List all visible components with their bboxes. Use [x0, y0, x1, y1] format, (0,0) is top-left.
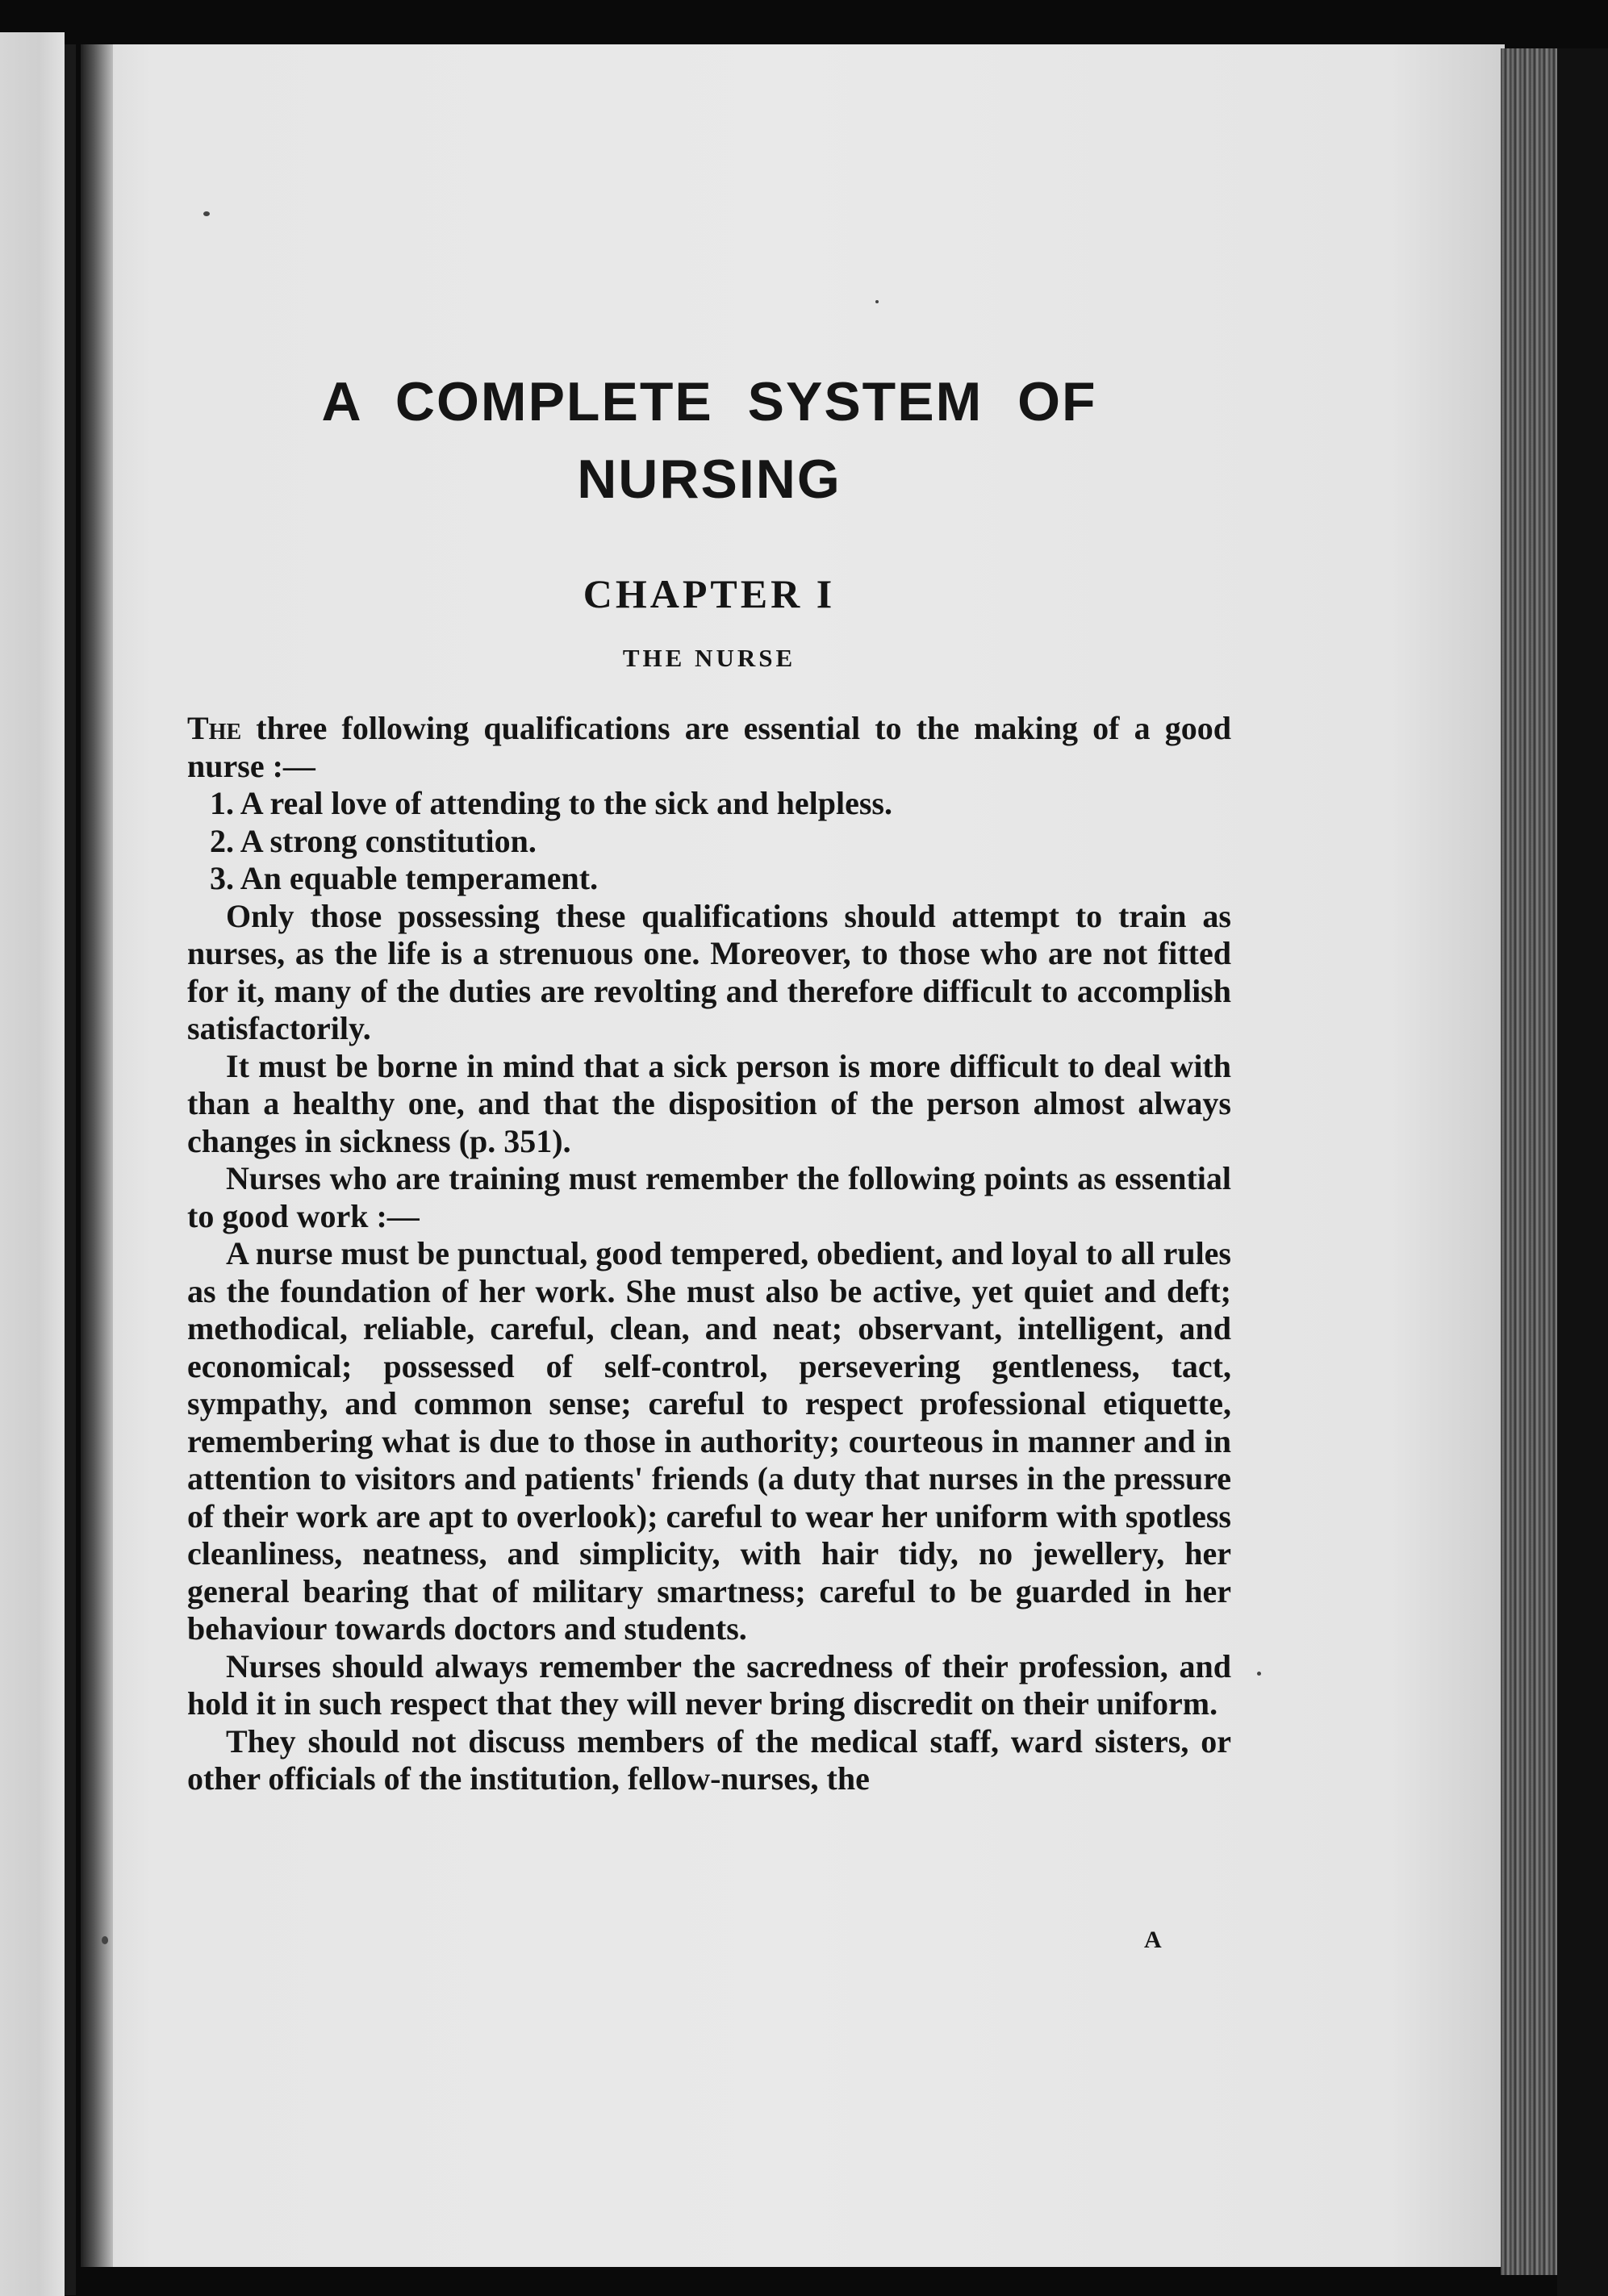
scan-speck — [102, 1936, 108, 1944]
book-title — [187, 363, 1231, 518]
scan-border-right — [1557, 48, 1608, 2296]
intro-paragraph — [187, 710, 1231, 785]
drop-word: The — [187, 710, 242, 746]
book-title-line-2: NURSING — [577, 449, 842, 510]
paragraph: Nurses who are training must remember the following points as essential to good work :— — [187, 1160, 1231, 1234]
scan-speck — [203, 211, 210, 216]
chapter-title: THE NURSE — [622, 644, 796, 672]
page-content — [187, 363, 1231, 1798]
intro-text: three following qualifications are essential to the making of a good nurse :— — [187, 710, 1231, 784]
left-page-edge — [0, 32, 65, 2296]
chapter-heading: CHAPTER I — [583, 571, 836, 616]
signature-mark: A — [1144, 1927, 1162, 1953]
qualification-item: 1. A real love of attending to the sick and helpless. — [210, 785, 892, 821]
scan-speck — [1257, 1672, 1261, 1676]
page-stack-edge — [1501, 48, 1557, 2275]
body-text — [187, 710, 1231, 1798]
book-title-line-1: A COMPLETE SYSTEM OF — [321, 371, 1097, 432]
page-gutter-shadow — [81, 44, 113, 2267]
paragraph: Nurses should always remember the sacredness of their profession, and hold it in such respect that they will never bring discredit on their uniform. — [187, 1647, 1231, 1722]
paragraph: A nurse must be punctual, good tempered, obedient, and loyal to all rules as the foundation of her work. She must also be active, yet quiet and deft; methodical, reliable, careful, clean, and neat; observant, intelligent, and economical; possessed of self-control, persevering gentleness, tact, sympathy, and common sense; careful to respect professional etiquette, remembering what is due to those in authority; courteous in manner and in attention to visitors and patients' friends (a duty that nurses in the pressure of their work are apt to overlook); careful to wear her uniform with spotless cleanliness, neatness, and simplicity, with hair tidy, no jewellery, her general bearing that of military smartness; careful to be guarded in her behaviour towards doctors and students. — [187, 1235, 1231, 1647]
paragraph: They should not discuss members of the medical staff, ward sisters, or other officials of the institution, fellow-nurses, the — [187, 1722, 1231, 1797]
qualification-item: 2. A strong constitution. — [210, 822, 537, 859]
paragraph: Only those possessing these qualifications should attempt to train as nurses, as the life is a strenuous one. Moreover, to those who are not fitted for it, many of the duties are revolting and therefore difficult to accomplish satisfactorily. — [187, 897, 1231, 1046]
qualification-item: 3. An equable temperament. — [210, 860, 599, 896]
scan-speck — [875, 300, 879, 303]
paragraph: It must be borne in mind that a sick person is more difficult to deal with than a healthy one, and that the disposition of the person almost always changes in sickness (p. 351). — [187, 1047, 1231, 1159]
binding-shadow — [65, 44, 76, 2295]
